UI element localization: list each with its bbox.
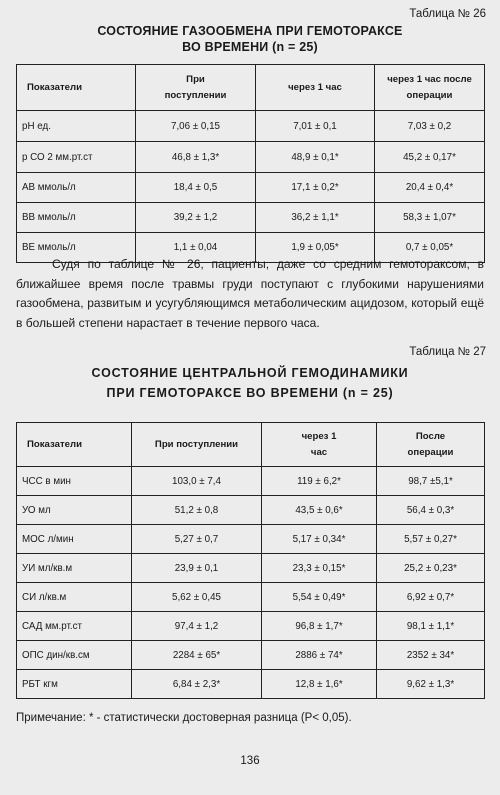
cell-value: 98,7 ±5,1* [377, 467, 485, 496]
table-row [17, 670, 485, 699]
cell-value: 0,7 ± 0,05* [375, 233, 485, 263]
row-label: ВЕ ммоль/л [17, 233, 136, 263]
table-26-title [0, 23, 500, 55]
header-indicators: Показатели [17, 423, 132, 467]
cell-value: 97,4 ± 1,2 [132, 612, 262, 641]
cell-value: 5,54 ± 0,49* [262, 583, 377, 612]
header-indicators: Показатели [17, 65, 136, 111]
cell-value: 2284 ± 65* [132, 641, 262, 670]
page-number: 136 [240, 755, 260, 767]
table-row [17, 641, 485, 670]
table-row [17, 142, 485, 173]
row-label: р СО 2 мм.рт.ст [17, 142, 136, 173]
table-header-row [17, 423, 485, 467]
row-label: МОС л/мин [17, 525, 132, 554]
cell-value: 9,62 ± 1,3* [377, 670, 485, 699]
header-on-admission: При поступлении [132, 423, 262, 467]
cell-value: 45,2 ± 0,17* [375, 142, 485, 173]
table-row [17, 467, 485, 496]
cell-value: 18,4 ± 0,5 [136, 173, 256, 203]
table-27-title-line-1: СОСТОЯНИЕ ЦЕНТРАЛЬНОЙ ГЕМОДИНАМИКИ [91, 366, 409, 380]
row-label: ВВ ммоль/л [17, 203, 136, 233]
cell-value: 48,9 ± 0,1* [256, 142, 375, 173]
row-label: УИ мл/кв.м [17, 554, 132, 583]
cell-value: 7,06 ± 0,15 [136, 111, 256, 142]
cell-value: 7,01 ± 0,1 [256, 111, 375, 142]
header-after-1-hour: через 1 час [256, 65, 375, 111]
cell-value: 98,1 ± 1,1* [377, 612, 485, 641]
table-26-title-line-1: СОСТОЯНИЕ ГАЗООБМЕНА ПРИ ГЕМОТОРАКСЕ [97, 24, 403, 38]
table-row [17, 496, 485, 525]
row-label: РБТ кгм [17, 670, 132, 699]
header-after-surgery: через 1 час после операции [375, 65, 485, 111]
cell-value: 39,2 ± 1,2 [136, 203, 256, 233]
cell-value: 43,5 ± 0,6* [262, 496, 377, 525]
cell-value: 5,57 ± 0,27* [377, 525, 485, 554]
gas-exchange-table [16, 64, 485, 263]
header-after-surgery: После операции [377, 423, 485, 467]
header-on-admission: При поступлении [136, 65, 256, 111]
cell-value: 1,1 ± 0,04 [136, 233, 256, 263]
table-27-title [0, 363, 500, 403]
footnote: Примечание: * - статистически достоверная разница (Р< 0,05). [16, 712, 352, 724]
cell-value: 12,8 ± 1,6* [262, 670, 377, 699]
table-row [17, 612, 485, 641]
table-row [17, 583, 485, 612]
cell-value: 2886 ± 74* [262, 641, 377, 670]
body-paragraph: Судя по таблице № 26, пациенты, даже со средним гемотораксом, в ближайшее время после травмы груди поступают с глубокими нарушениями газообмена, развитым и усугубляющимся метаболическим ацидозом, который ещё в большей степени нарастает в течение первого часа. [16, 257, 484, 330]
row-label: СИ л/кв.м [17, 583, 132, 612]
row-label: рН ед. [17, 111, 136, 142]
cell-value: 103,0 ± 7,4 [132, 467, 262, 496]
table-26-label: Таблица № 26 [409, 8, 486, 20]
cell-value: 17,1 ± 0,2* [256, 173, 375, 203]
hemodynamics-table [16, 422, 485, 699]
cell-value: 5,27 ± 0,7 [132, 525, 262, 554]
row-label: ЧСС в мин [17, 467, 132, 496]
cell-value: 5,62 ± 0,45 [132, 583, 262, 612]
table-27-title-line-2: ПРИ ГЕМОТОРАКСЕ ВО ВРЕМЕНИ (n = 25) [106, 386, 394, 400]
table-row [17, 111, 485, 142]
cell-value: 7,03 ± 0,2 [375, 111, 485, 142]
table-row [17, 203, 485, 233]
cell-value: 25,2 ± 0,23* [377, 554, 485, 583]
table-row [17, 554, 485, 583]
row-label: АВ ммоль/л [17, 173, 136, 203]
row-label: УО мл [17, 496, 132, 525]
table-header-row [17, 65, 485, 111]
row-label: ОПС дин/кв.см [17, 641, 132, 670]
cell-value: 46,8 ± 1,3* [136, 142, 256, 173]
table-row [17, 173, 485, 203]
cell-value: 119 ± 6,2* [262, 467, 377, 496]
row-label: САД мм.рт.ст [17, 612, 132, 641]
cell-value: 6,84 ± 2,3* [132, 670, 262, 699]
table-26-title-line-2: ВО ВРЕМЕНИ (n = 25) [182, 40, 318, 54]
cell-value: 36,2 ± 1,1* [256, 203, 375, 233]
cell-value: 56,4 ± 0,3* [377, 496, 485, 525]
cell-value: 51,2 ± 0,8 [132, 496, 262, 525]
table-27-label: Таблица № 27 [409, 346, 486, 358]
table-row [17, 525, 485, 554]
cell-value: 23,9 ± 0,1 [132, 554, 262, 583]
cell-value: 20,4 ± 0,4* [375, 173, 485, 203]
cell-value: 1,9 ± 0,05* [256, 233, 375, 263]
cell-value: 23,3 ± 0,15* [262, 554, 377, 583]
cell-value: 58,3 ± 1,07* [375, 203, 485, 233]
cell-value: 5,17 ± 0,34* [262, 525, 377, 554]
header-after-1-hour: через 1 час [262, 423, 377, 467]
cell-value: 2352 ± 34* [377, 641, 485, 670]
cell-value: 96,8 ± 1,7* [262, 612, 377, 641]
cell-value: 6,92 ± 0,7* [377, 583, 485, 612]
